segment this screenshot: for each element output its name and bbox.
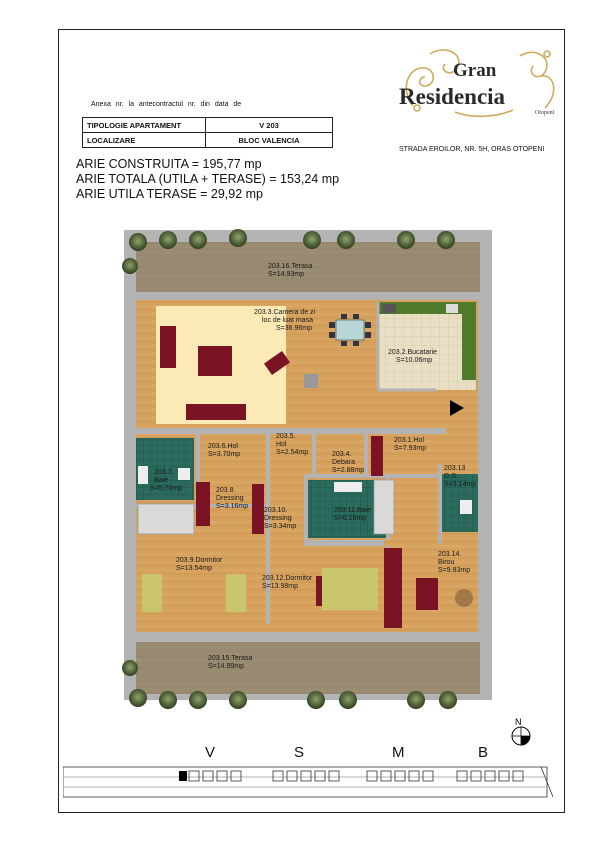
- building-label: B: [478, 744, 489, 761]
- room-name: loc de luat masa: [262, 317, 313, 324]
- sofa-bottom: [186, 404, 246, 420]
- wardrobe-10: [252, 484, 264, 534]
- room-name: 203.8.: [216, 487, 236, 494]
- room-name: Dressing: [216, 495, 244, 502]
- room-name: Dressing: [264, 515, 292, 522]
- table-value: BLOC VALENCIA: [206, 133, 333, 148]
- north-compass-icon: [509, 716, 533, 748]
- room-area: S=13.98mp: [262, 583, 298, 590]
- room-area: S=3.34mp: [264, 523, 297, 530]
- kitchen-counter-side: [462, 302, 476, 380]
- annex-text: Anexa nr. la antecontractul nr. din data de: [91, 101, 242, 108]
- sink-icon: [446, 304, 458, 313]
- logo-line3: Otopeni: [535, 110, 555, 116]
- site-strip: [63, 765, 553, 799]
- room-name: 203.9.Dormitor: [176, 557, 223, 564]
- sofa-left: [160, 326, 176, 368]
- room-name: 203.5.: [276, 433, 296, 440]
- room-name: 203.3.Camera de zi: [254, 309, 316, 316]
- bed-9a: [142, 574, 162, 612]
- logo-line2: Residencia: [399, 84, 506, 109]
- toilet-icon: [138, 466, 148, 484]
- room-name: G.S.: [444, 473, 459, 480]
- room-area: S=10.06mp: [396, 357, 432, 364]
- table-label: LOCALIZARE: [83, 133, 206, 148]
- room-name: Hol: [276, 441, 287, 448]
- building-block-m: [367, 771, 433, 781]
- room-area: S=3.16mp: [216, 503, 249, 510]
- stat-built-area: ARIE CONSTRUITA = 195,77 mp: [76, 157, 262, 171]
- coffee-table: [198, 346, 232, 376]
- bookcase-14: [384, 548, 402, 628]
- room-name: Baie: [154, 477, 169, 484]
- room-name: 203.16.Terasa: [268, 263, 313, 270]
- building-block-v: [179, 771, 241, 781]
- room-name: 203.2.Bucatarie: [388, 349, 438, 356]
- room-name: 203.10.: [264, 507, 288, 514]
- room-name: 203.1.Hol: [394, 437, 424, 444]
- room-name: 203.4.: [332, 451, 352, 458]
- address: STRADA EROILOR, NR. 5H, ORAS OTOPENI: [399, 146, 545, 153]
- room-area: S=13.54mp: [176, 565, 212, 572]
- room-name: Birou: [438, 559, 455, 566]
- room-area: S=14.99mp: [208, 663, 244, 670]
- room-area: S=5.70mp: [150, 485, 183, 492]
- wardrobe-8: [196, 482, 210, 526]
- info-table: [82, 117, 333, 148]
- stat-total-area: ARIE TOTALA (UTILA + TERASE) = 153,24 mp: [76, 172, 340, 186]
- room-name: 203.13: [444, 465, 466, 472]
- room-name: 203.11.Baie: [334, 507, 371, 514]
- bed-9b: [226, 574, 246, 612]
- storage-shelf: [371, 436, 383, 476]
- compass-label: N: [515, 717, 522, 727]
- room-area: S=6.16mp: [334, 515, 367, 522]
- kitchen-floor: [378, 302, 476, 390]
- pillar: [304, 374, 318, 388]
- building-block-b: [457, 771, 523, 781]
- stove-icon: [382, 304, 396, 313]
- logo-line1: Gran: [453, 60, 497, 81]
- office-chair: [455, 589, 473, 607]
- building-label: V: [205, 744, 216, 761]
- room-area: S=3.14mp: [444, 481, 477, 488]
- room-area: S=14.93mp: [268, 271, 304, 278]
- building-block-s: [273, 771, 339, 781]
- bed-12: [322, 568, 378, 610]
- desk-14: [416, 578, 438, 610]
- brand-logo: [395, 46, 565, 121]
- building-label: M: [392, 744, 405, 761]
- table-row: [83, 133, 333, 148]
- room-area: S=2.88mp: [332, 467, 365, 474]
- terrace-bottom: [136, 642, 480, 694]
- double-washbasin-icon: [334, 482, 362, 492]
- headboard-12: [316, 576, 322, 606]
- room-name: 203.6.Hol: [208, 443, 238, 450]
- washbasin-icon: [178, 468, 190, 480]
- table-label: TIPOLOGIE APARTAMENT: [83, 118, 206, 133]
- stat-terrace-area: ARIE UTILA TERASE = 29,92 mp: [76, 187, 264, 201]
- bathtub-7: [138, 504, 194, 534]
- room-name: 203.14.: [438, 551, 462, 558]
- bathtub-11: [374, 480, 394, 534]
- room-name: 203.7.: [154, 469, 174, 476]
- floor-plan: [116, 228, 496, 710]
- table-value: V 203: [206, 118, 333, 133]
- table-row: [83, 118, 333, 133]
- room-name: Debara: [332, 459, 355, 466]
- room-area: S=9.83mp: [438, 567, 471, 574]
- building-label: S: [294, 744, 305, 761]
- room-area: S=36.96mp: [276, 325, 312, 332]
- wc-toilet-icon: [460, 500, 472, 514]
- room-area: S=2.54mp: [276, 449, 309, 456]
- area-stats: [76, 157, 339, 202]
- room-name: 203.15.Terasa: [208, 655, 253, 662]
- room-area: S=3.70mp: [208, 451, 241, 458]
- room-name: 203.12.Dormitor: [262, 575, 313, 582]
- room-area: S=7.93mp: [394, 445, 427, 452]
